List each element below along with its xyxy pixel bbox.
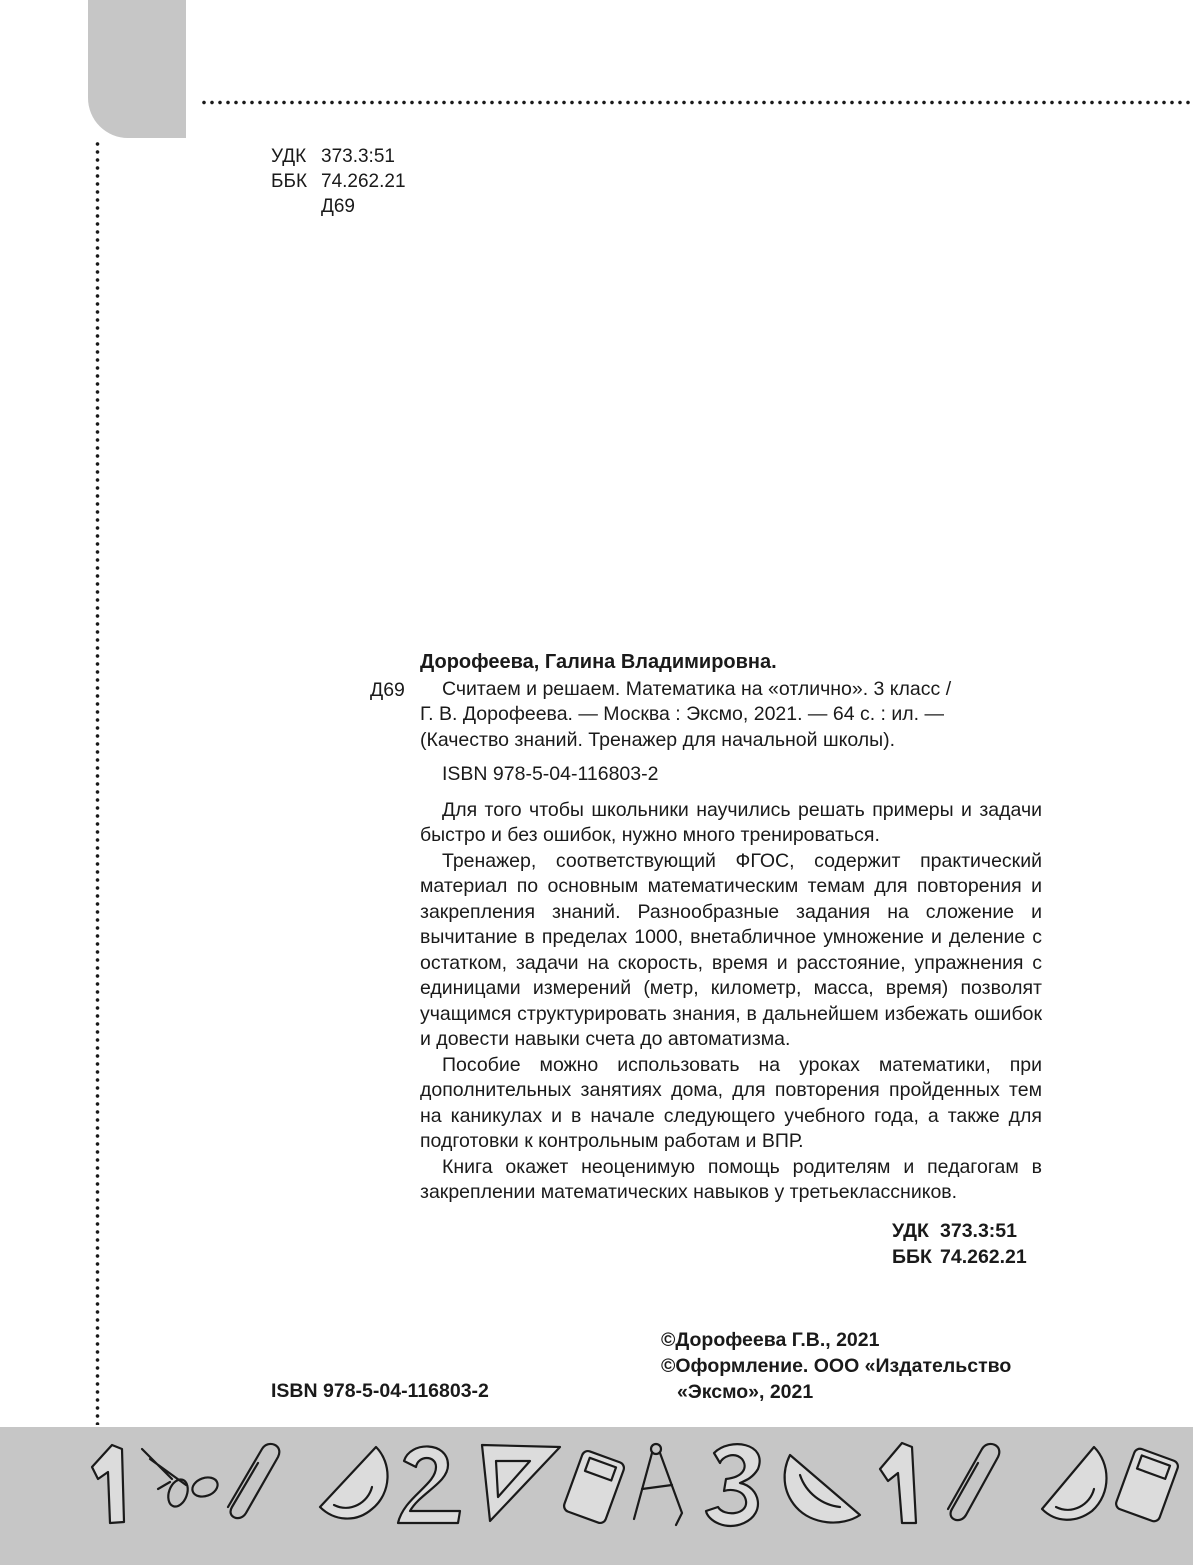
dotted-border-top [200,100,1193,105]
entry-author-mark: Д69 [370,679,405,701]
copyright-author: ©Дорофеева Г.В., 2021 [661,1329,880,1351]
bbk-label: ББК [892,1246,932,1268]
protractor-icon [320,1447,388,1519]
annotation-paragraph: Для того чтобы школьники научились решать примеры и задачи быстро и без ошибок, нужно много тренироваться. [420,798,1042,846]
udk-value: 373.3:51 [940,1220,1017,1242]
protractor-icon [1042,1447,1107,1520]
author-mark: Д69 [321,196,356,217]
isbn-bold: ISBN 978-5-04-116803-2 [271,1380,489,1402]
footer-band [0,1427,1193,1565]
calculator-icon [562,1449,625,1524]
udk-label: УДК [892,1220,929,1242]
number-three-icon [706,1444,760,1526]
paperclip-icon [948,1444,999,1520]
author-name: Дорофеева, Галина Владимировна. [420,651,777,673]
bbk-value: 74.262.21 [321,171,406,192]
classification-codes-top [271,144,406,219]
dotted-border-left [95,140,100,1425]
scissors-icon [142,1449,220,1509]
number-two-icon [398,1446,460,1523]
entry-line: Г. В. Дорофеева. — Москва : Эксмо, 2021. — 64 с. : ил. — [420,703,944,725]
protractor-icon [785,1455,860,1523]
number-one-icon [880,1443,916,1523]
annotation-paragraph: Пособие можно использовать на уроках математики, при дополнительных занятиях дома, для повторения пройденных тем на каникулах и в начале следующего учебного года, а также для подготовки к контрольным работам и ВПР. [420,1053,1042,1152]
entry-line: (Качество знаний. Тренажер для начальной школы). [420,728,896,751]
udk-label: УДК [271,146,307,167]
number-one-icon [92,1445,124,1523]
copyright-design: ©Оформление. ООО «Издательство [661,1355,1012,1377]
annotation [420,798,1042,1206]
annotation-paragraph: Книга окажет неоценимую помощь родителям и педагогам в закреплении математических навыков у третьеклассников. [420,1155,1042,1203]
copyright-publisher: «Эксмо», 2021 [677,1381,814,1403]
bbk-value: 74.262.21 [940,1246,1027,1268]
entry-isbn: ISBN 978-5-04-116803-2 [442,763,659,785]
bibliographic-entry [420,650,1042,1206]
bbk-label: ББК [271,171,308,192]
calculator-icon [1114,1447,1179,1523]
paperclip-icon [228,1444,279,1518]
entry-line: Считаем и решаем. Математика на «отлично». 3 класс / [442,677,952,700]
copyright-block [661,1327,1011,1405]
annotation-paragraph: Тренажер, соответствующий ФГОС, содержит практический материал по основным математическим темам для повторения и закрепления знаний. Разнообразные задания на сложение и вычитание в пределах 1000, внетабличное умножение и деление с остатком, задачи на скорость, время и расстояние, упражнения с единицами измерений (метр, километр, масса, время) позволят учащимся структурировать знания, в дальнейшем избежать ошибок и довести навыки счета до автоматизма. [420,849,1042,1050]
classification-codes-bottom [892,1218,1027,1270]
set-square-icon [482,1445,560,1521]
compass-icon [634,1444,682,1525]
udk-value: 373.3:51 [321,146,395,167]
